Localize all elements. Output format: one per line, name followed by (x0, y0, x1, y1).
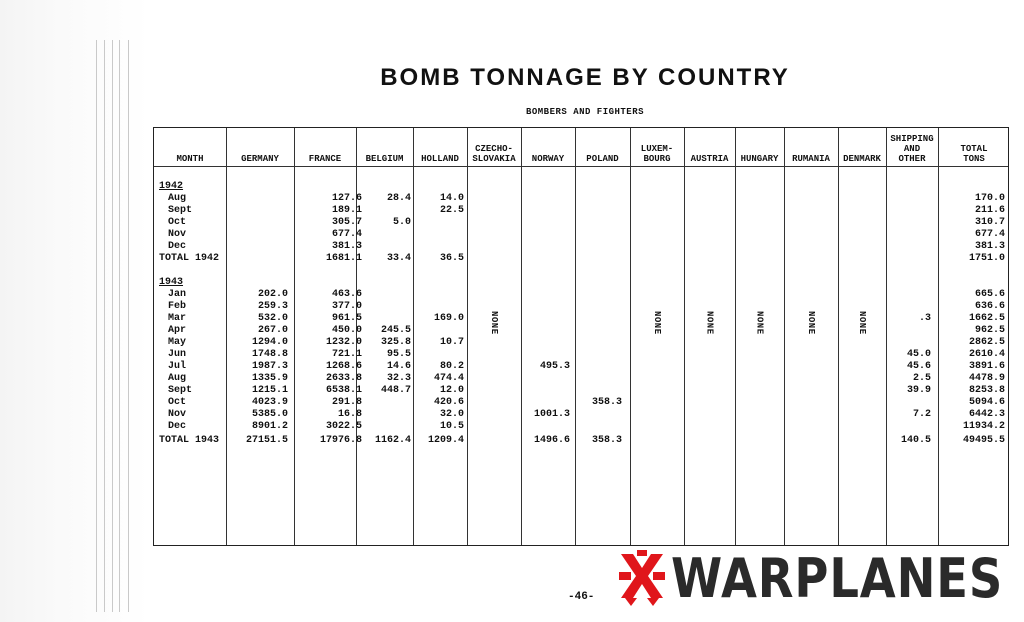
column-header-poland: POLAND (586, 154, 619, 164)
value-poland: 358.3 (591, 435, 622, 446)
month-label: Mar (168, 313, 187, 324)
value-shipping: 45.0 (906, 349, 931, 360)
none-label-luxembourg: NONE (652, 311, 662, 335)
value-total: 962.5 (974, 325, 1005, 336)
value-total: 211.6 (974, 205, 1005, 216)
month-label: Feb (168, 301, 187, 312)
column-divider (784, 128, 785, 545)
column-header-hungary: HUNGARY (740, 154, 779, 164)
value-belgium: 5.0 (392, 217, 411, 228)
column-divider (521, 128, 522, 545)
value-france: 961.5 (331, 313, 362, 324)
value-holland: 22.5 (439, 205, 464, 216)
value-belgium: 14.6 (386, 361, 411, 372)
value-norway: 1496.6 (533, 435, 570, 446)
value-total: 1751.0 (968, 253, 1005, 264)
month-label: Aug (168, 373, 187, 384)
value-norway: 1001.3 (533, 409, 570, 420)
value-holland: 169.0 (433, 313, 464, 324)
value-germany: 4023.9 (251, 397, 288, 408)
column-divider (467, 128, 468, 545)
header-divider (154, 166, 1008, 167)
value-france: 2633.8 (325, 373, 362, 384)
total-row-label: TOTAL 1942 (159, 253, 220, 264)
column-header-austria: AUSTRIA (690, 154, 729, 164)
value-france: 16.8 (337, 409, 362, 420)
none-label-rumania: NONE (806, 311, 816, 335)
value-france: 377.0 (331, 301, 362, 312)
month-label: Nov (168, 229, 187, 240)
value-germany: 1987.3 (251, 361, 288, 372)
none-label-czech: NONE (489, 311, 499, 335)
value-germany: 5385.0 (251, 409, 288, 420)
column-divider (735, 128, 736, 545)
value-total: 2862.5 (968, 337, 1005, 348)
value-germany: 259.3 (257, 301, 288, 312)
value-france: 1232.0 (325, 337, 362, 348)
month-label: Sept (168, 385, 193, 396)
value-total: 8253.8 (968, 385, 1005, 396)
value-total: 5094.6 (968, 397, 1005, 408)
month-label: Jan (168, 289, 187, 300)
value-holland: 36.5 (439, 253, 464, 264)
value-norway: 495.3 (539, 361, 570, 372)
none-label-hungary: NONE (754, 311, 765, 335)
value-total: 677.4 (974, 229, 1005, 240)
value-belgium: 33.4 (386, 253, 411, 264)
value-france: 450.0 (331, 325, 362, 336)
column-header-shipping: SHIPPING AND OTHER (890, 134, 934, 164)
value-holland: 12.0 (439, 385, 464, 396)
none-label-denmark: NONE (857, 311, 867, 335)
value-france: 1268.6 (325, 361, 362, 372)
page-edge (0, 0, 150, 622)
value-holland: 32.0 (439, 409, 464, 420)
value-holland: 420.6 (433, 397, 464, 408)
value-belgium: 32.3 (386, 373, 411, 384)
month-label: Jul (168, 361, 187, 372)
month-label: Nov (168, 409, 187, 420)
value-france: 1681.1 (325, 253, 362, 264)
month-label: Sept (168, 205, 193, 216)
total-row-label: TOTAL 1943 (159, 435, 220, 446)
none-label-austria: NONE (704, 311, 715, 335)
value-total: 665.6 (974, 289, 1005, 300)
warplanes-logo (617, 547, 1024, 610)
year-heading-1942: 1942 (159, 181, 184, 192)
month-label: May (168, 337, 187, 348)
column-header-norway: NORWAY (531, 154, 565, 164)
month-label: Oct (168, 397, 187, 408)
month-label: Apr (168, 325, 187, 336)
column-header-holland: HOLLAND (421, 154, 459, 164)
value-france: 305.7 (331, 217, 362, 228)
value-total: 310.7 (974, 217, 1005, 228)
value-france: 189.1 (331, 205, 362, 216)
value-total: 636.6 (974, 301, 1005, 312)
value-france: 127.6 (331, 193, 362, 204)
value-germany: 267.0 (257, 325, 288, 336)
column-divider (575, 128, 576, 545)
column-header-belgium: BELGIUM (365, 154, 404, 164)
value-total: 1662.5 (968, 313, 1005, 324)
value-total: 6442.3 (968, 409, 1005, 420)
value-total: 3891.6 (968, 361, 1005, 372)
value-shipping: 39.9 (906, 385, 931, 396)
page-number: -46- (568, 591, 595, 603)
value-germany: 1335.9 (251, 373, 288, 384)
value-total: 170.0 (974, 193, 1005, 204)
value-france: 3022.5 (325, 421, 362, 432)
value-total: 381.3 (974, 241, 1005, 252)
value-poland: 358.3 (591, 397, 622, 408)
value-germany: 1748.8 (251, 349, 288, 360)
value-shipping: 45.6 (906, 361, 931, 372)
value-belgium: 448.7 (380, 385, 411, 396)
year-heading-1943: 1943 (159, 277, 184, 288)
value-holland: 474.4 (433, 373, 464, 384)
column-header-rumania: RUMANIA (792, 154, 830, 164)
value-shipping: 7.2 (912, 409, 931, 420)
value-shipping: .3 (918, 313, 931, 324)
value-belgium: 28.4 (386, 193, 411, 204)
column-header-denmark: DENMARK (843, 154, 881, 164)
value-total: 2610.4 (968, 349, 1005, 360)
value-germany: 1215.1 (251, 385, 288, 396)
value-holland: 80.2 (439, 361, 464, 372)
value-total: 4478.9 (968, 373, 1005, 384)
value-total: 11934.2 (962, 421, 1005, 432)
page-subtitle: BOMBERS AND FIGHTERS (525, 107, 645, 117)
value-belgium: 1162.4 (374, 435, 411, 446)
month-label: Dec (168, 241, 187, 252)
value-france: 291.8 (331, 397, 362, 408)
value-france: 381.3 (331, 241, 362, 252)
value-holland: 1209.4 (427, 435, 464, 446)
column-header-month: MONTH (176, 154, 204, 164)
column-divider (684, 128, 685, 545)
value-germany: 1294.0 (251, 337, 288, 348)
tonnage-table (153, 127, 1009, 546)
value-total: 49495.5 (962, 435, 1005, 446)
value-germany: 8901.2 (251, 421, 288, 432)
value-belgium: 245.5 (380, 325, 411, 336)
column-header-total: TOTAL TONS (960, 144, 988, 164)
value-germany: 202.0 (257, 289, 288, 300)
page-title: BOMB TONNAGE BY COUNTRY (380, 64, 790, 91)
value-france: 721.1 (331, 349, 362, 360)
value-belgium: 95.5 (386, 349, 411, 360)
value-shipping: 2.5 (912, 373, 931, 384)
value-france: 463.6 (331, 289, 362, 300)
column-header-germany: GERMANY (241, 154, 279, 164)
value-holland: 10.5 (439, 421, 464, 432)
value-germany: 532.0 (257, 313, 288, 324)
month-label: Oct (168, 217, 187, 228)
month-label: Dec (168, 421, 187, 432)
column-divider (630, 128, 631, 545)
column-header-france: FRANCE (308, 154, 342, 164)
column-divider (886, 128, 887, 545)
value-france: 17976.8 (319, 435, 362, 446)
column-header-luxembourg: LUXEM- BOURG (640, 144, 674, 164)
warplanes-wordmark: WARPLANES (671, 547, 1004, 610)
value-belgium: 325.8 (380, 337, 411, 348)
column-divider (838, 128, 839, 545)
value-holland: 10.7 (439, 337, 464, 348)
month-label: Jun (168, 349, 187, 360)
warplanes-emblem-icon (617, 550, 667, 608)
column-header-czech: CZECHO- SLOVAKIA (472, 144, 516, 164)
value-holland: 14.0 (439, 193, 464, 204)
value-france: 6538.1 (325, 385, 362, 396)
value-shipping: 140.5 (900, 435, 931, 446)
month-label: Aug (168, 193, 187, 204)
value-germany: 27151.5 (245, 435, 288, 446)
value-france: 677.4 (331, 229, 362, 240)
